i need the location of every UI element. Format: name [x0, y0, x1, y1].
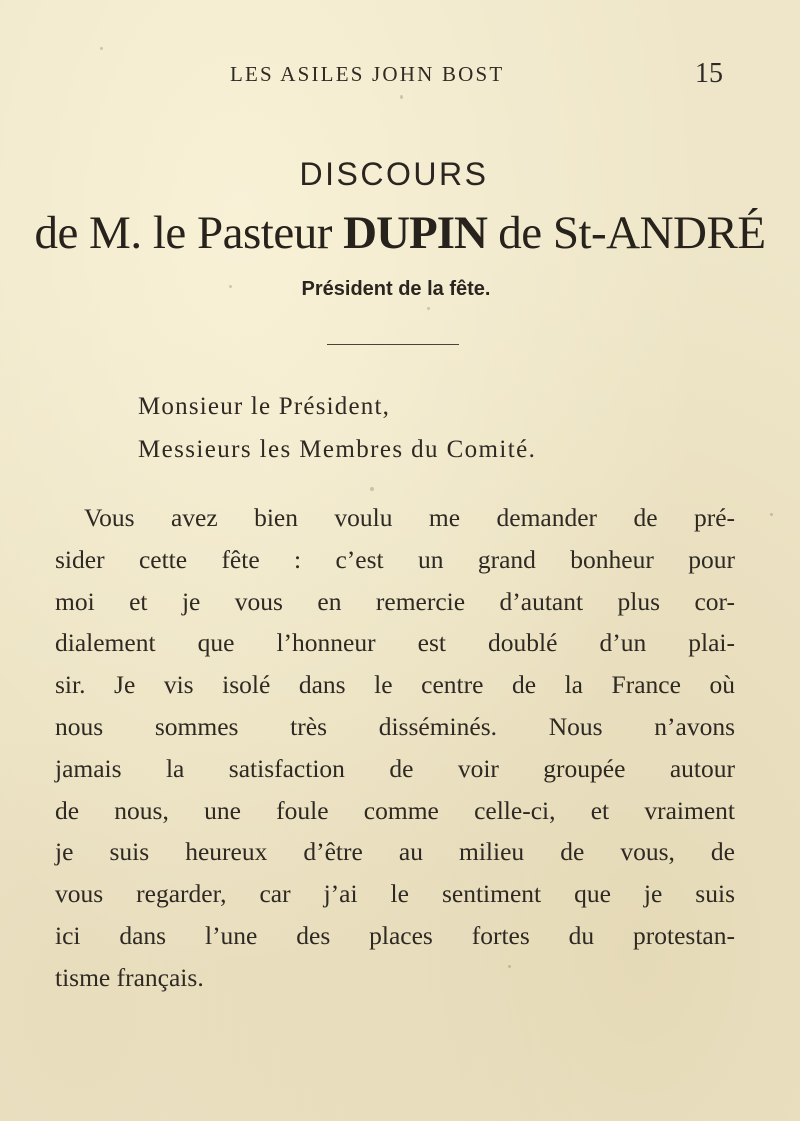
paragraph-line: de nous, une foule comme celle-ci, et vraiment [55, 795, 735, 825]
paper-speck [508, 965, 511, 968]
paper-speck [400, 95, 403, 99]
speaker-title-prefix: de M. le Pasteur [34, 207, 344, 259]
paper-speck [427, 307, 430, 310]
speaker-heading [0, 206, 800, 260]
paper-speck [370, 487, 374, 491]
paragraph-line: sider cette fête : c’est un grand bonheur pour [55, 544, 735, 574]
divider-rule [327, 344, 459, 345]
paper-speck [770, 513, 773, 516]
speaker-place: St-ANDRÉ [552, 207, 766, 259]
paper-speck [100, 47, 103, 50]
running-title: LES ASILES JOHN BOST [230, 62, 505, 86]
paragraph-line: sir. Je vis isolé dans le centre de la France où [55, 670, 735, 700]
paper-speck [229, 285, 232, 288]
speaker-role: Président de la fête. [301, 278, 491, 300]
speech-paragraph [55, 497, 735, 999]
paragraph-line: moi et je vous en remercie d’autant plus cor- [55, 586, 735, 616]
salutation-line: Messieurs les Membres du Comité. [138, 436, 537, 463]
paragraph-line: je suis heureux d’être au milieu de vous, de [55, 837, 735, 867]
running-head [0, 56, 800, 96]
salutation-line: Monsieur le Président, [138, 393, 391, 420]
speaker-name: DUPIN [343, 207, 487, 259]
paragraph-line: dialement que l’honneur est doublé d’un plai- [55, 628, 735, 658]
paragraph-line: Vous avez bien voulu me demander de pré- [84, 503, 735, 532]
paragraph-line: vous regarder, car j’ai le sentiment que je suis [55, 879, 735, 909]
paragraph-line: jamais la satisfaction de voir groupée autour [55, 753, 735, 783]
page-number: 15 [695, 58, 723, 89]
paragraph-line: nous sommes très disséminés. Nous n’avons [55, 711, 735, 741]
paragraph-line: ici dans l’une des places fortes du protestan- [55, 920, 735, 950]
section-heading: DISCOURS [299, 156, 489, 192]
speaker-title-connector: de [486, 207, 553, 259]
paragraph-line: tisme français. [55, 962, 204, 992]
